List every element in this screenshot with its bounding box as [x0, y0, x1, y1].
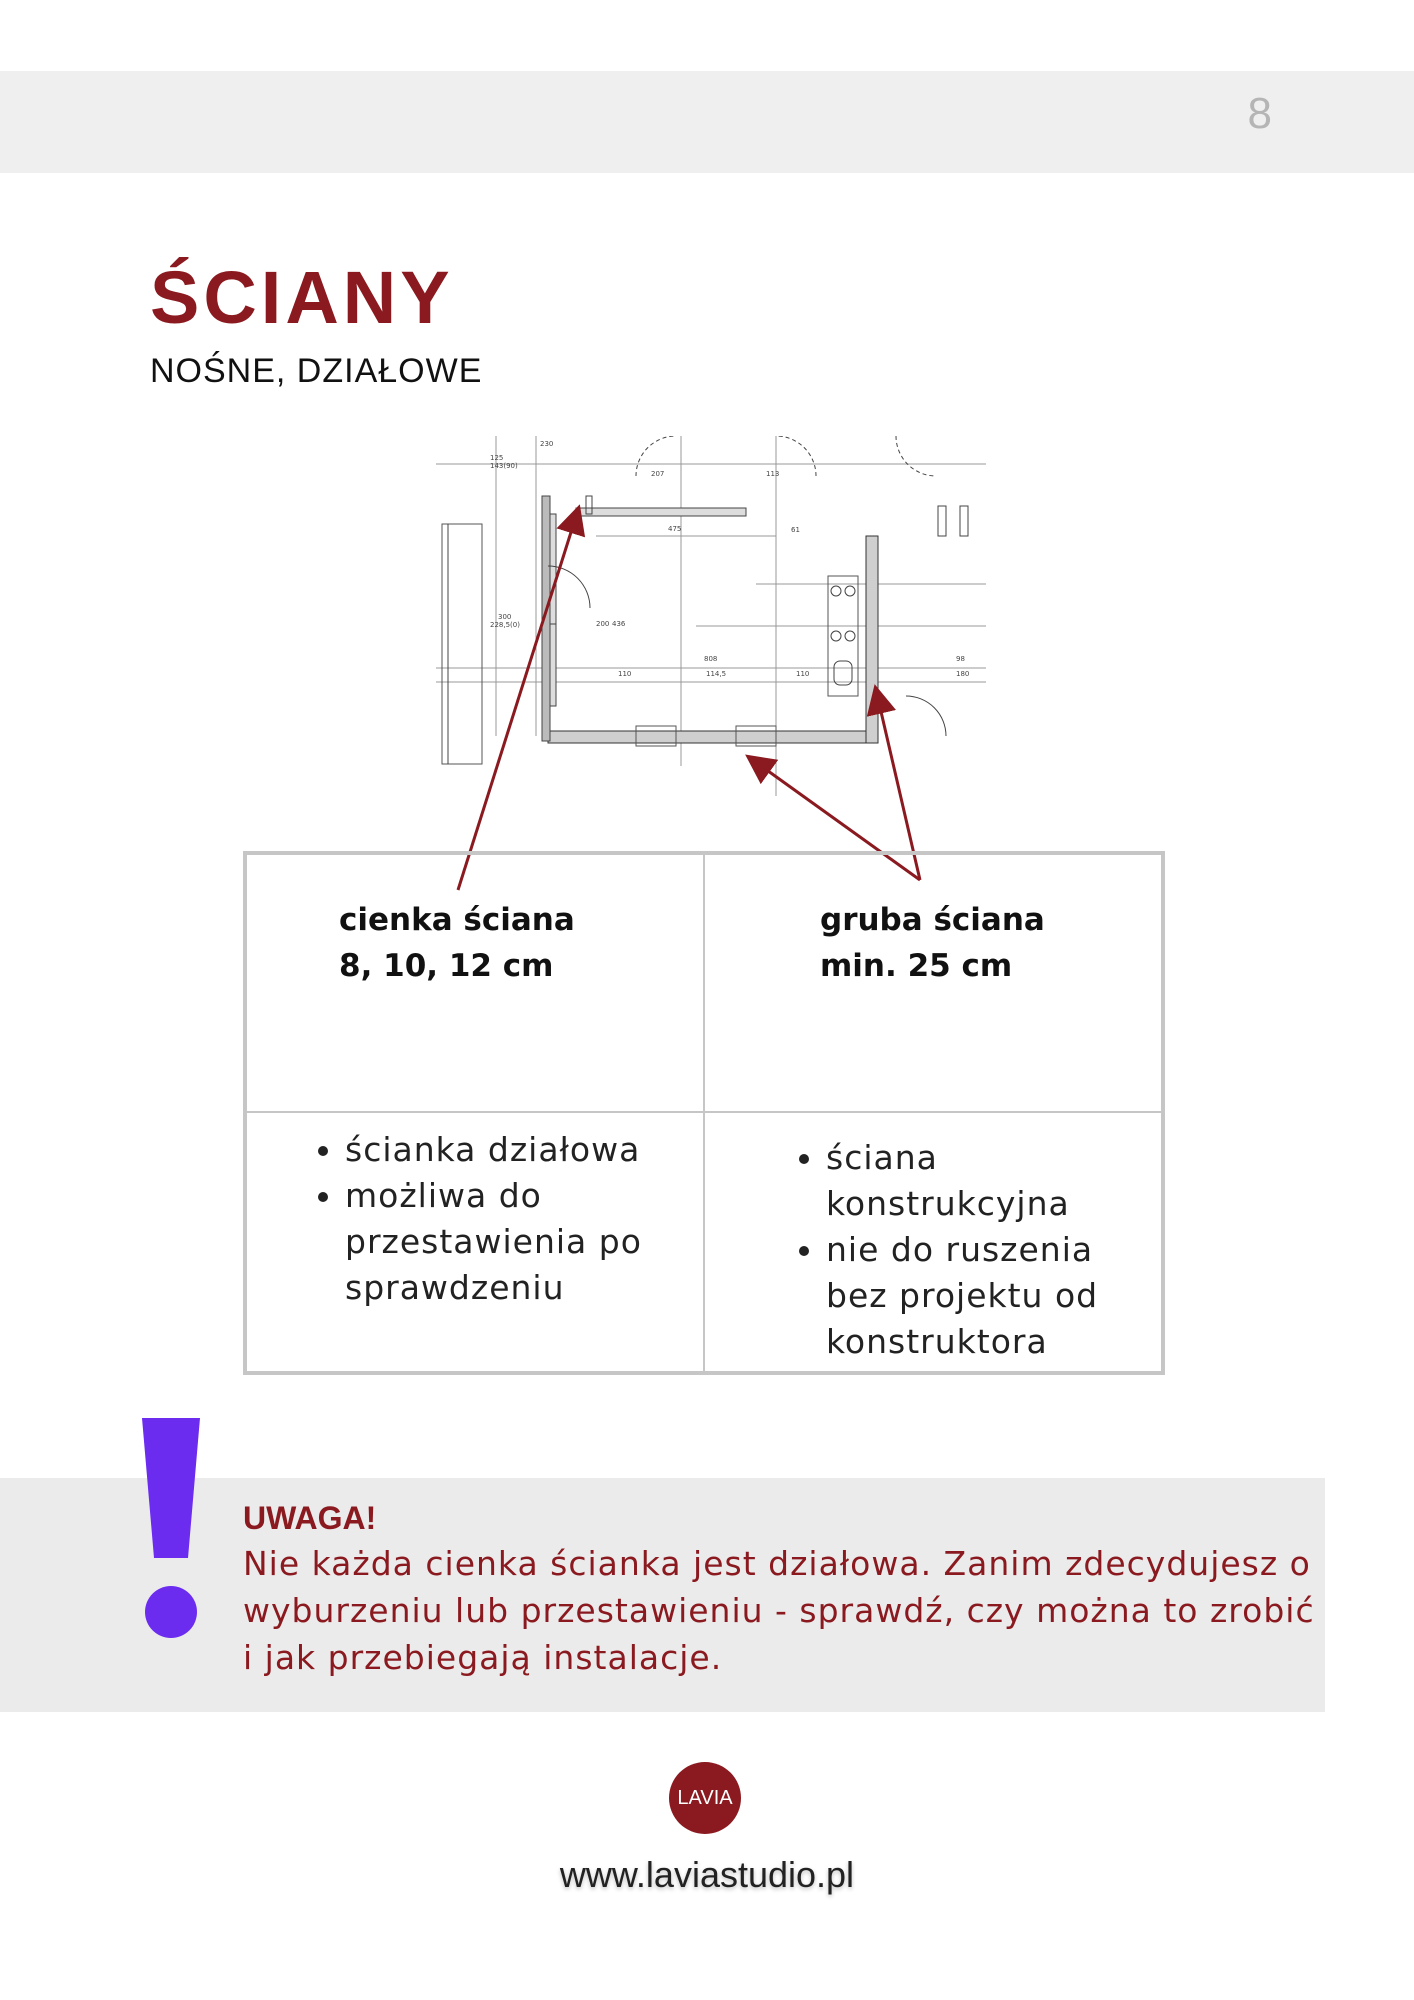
exclamation-icon: [140, 1418, 202, 1640]
warning-text: Nie każda cienka ścianka jest działowa. Zanim zdecydujesz o wyburzeniu lub przestawieniu - sprawdź, czy można to zrobić i jak przebiegają instalacje.: [243, 1544, 1315, 1677]
wall-comparison-table: [243, 851, 1165, 1375]
thick-wall-details-cell: [704, 1112, 1162, 1372]
thin-wall-details-cell: [246, 1112, 704, 1372]
thick-wall-list: [772, 1135, 1156, 1365]
page-number: 8: [1247, 89, 1272, 138]
thick-wall-title: gruba ściana: [820, 902, 1045, 938]
floor-plan: [436, 436, 986, 806]
lavia-logo: LAVIA: [669, 1762, 741, 1834]
thin-wall-list: [291, 1127, 715, 1311]
page-subtitle: NOŚNE, DZIAŁOWE: [150, 352, 483, 390]
plan-label: 143(90): [490, 462, 518, 470]
plan-label: 300: [498, 613, 512, 621]
plan-label: 230: [540, 440, 554, 448]
thin-wall-title: cienka ściana: [339, 902, 575, 938]
website-link[interactable]: www.laviastudio.pl: [559, 1854, 855, 1895]
page-title: ŚCIANY: [150, 256, 454, 339]
thin-wall-thickness: 8, 10, 12 cm: [339, 948, 554, 984]
plan-label: 113: [766, 470, 780, 478]
plan-label: 808: [704, 655, 718, 663]
plan-label: 207: [651, 470, 665, 478]
plan-label: 436: [612, 620, 626, 628]
thick-wall-header: [820, 897, 1045, 989]
thick-wall-thickness: min. 25 cm: [820, 948, 1013, 984]
plan-label: 228,5(0): [490, 621, 520, 629]
thin-wall-header: [339, 897, 575, 989]
list-item: • ściana konstrukcyjna: [826, 1135, 1156, 1227]
list-item: • nie do ruszenia bez projektu od konstruktora: [826, 1227, 1156, 1365]
plan-label: 110: [796, 670, 810, 678]
plan-label: 180: [956, 670, 970, 678]
plan-label: 125: [490, 454, 504, 462]
plan-label: 61: [791, 526, 800, 534]
thin-wall-header-cell: [246, 854, 704, 1112]
warning-title: UWAGA!: [243, 1500, 377, 1536]
plan-label: 114,5: [706, 670, 727, 678]
plan-label: 110: [618, 670, 632, 678]
thick-wall-header-cell: [704, 854, 1162, 1112]
plan-label: 98: [956, 655, 965, 663]
plan-label: 475: [668, 525, 682, 533]
list-item: • ścianka działowa: [345, 1127, 715, 1173]
list-item: • możliwa do przestawienia po sprawdzeniu: [345, 1173, 715, 1311]
plan-label: 200: [596, 620, 610, 628]
header-bar: [0, 71, 1414, 173]
